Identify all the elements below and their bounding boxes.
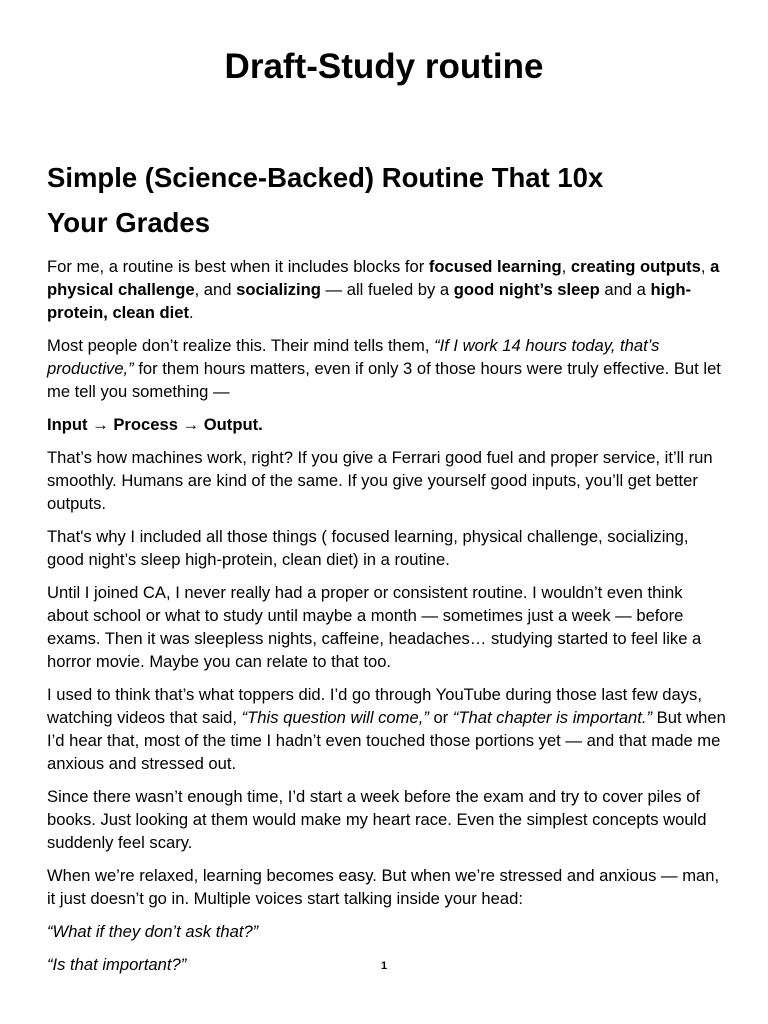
- section-heading-line-1: Simple (Science-Backed) Routine That 10x: [47, 162, 604, 193]
- text-run: — all fueled by a: [320, 280, 454, 299]
- paragraph-machines: That’s how machines work, right? If you give a Ferrari good fuel and proper service, it’ll run smoothly. Humans are kind of the same. If you give yourself good inputs, you’ll get better outputs.: [47, 448, 713, 513]
- paragraph-relaxed: When we’re relaxed, learning becomes easy. But when we’re stressed and anxious — man, it just doesn’t go in. Multiple voices start talking inside your head:: [47, 866, 720, 908]
- text-run: , and: [194, 280, 237, 299]
- text-run: or: [428, 708, 453, 727]
- bold-physical-challenge: a physical challenge: [47, 257, 720, 299]
- text-run: ,: [561, 257, 571, 276]
- text-run: and a: [599, 280, 651, 299]
- paragraph-input-process-output: [47, 413, 727, 436]
- document-body: [47, 255, 727, 986]
- paragraph-quote-what-if: [47, 920, 727, 943]
- paragraph-not-enough-time: Since there wasn’t enough time, I’d start a week before the exam and try to cover piles of books. Just looking at them would make my heart race. Even the simplest concepts would suddenly feel scary.: [47, 787, 707, 852]
- text-run: Most people don’t realize this. Their mind tells them,: [47, 336, 435, 355]
- paragraph-why-included: That's why I included all those things ( focused learning, physical challenge, socializing, good night’s sleep high-protein, clean diet) in a routine.: [47, 527, 689, 569]
- text-run: for them hours matters, even if only 3 of those hours were truly effective. But let me tell you something —: [47, 359, 721, 401]
- text-run: I used to think that’s what toppers did. I’d go through YouTube during those last few days, watching videos that said,: [47, 685, 702, 727]
- text-run: .: [189, 303, 194, 322]
- italic-quote: “What if they don’t ask that?”: [47, 922, 259, 941]
- text-run: ,: [700, 257, 711, 276]
- paragraph-toppers: [47, 683, 727, 775]
- italic-quote: “Is that important?”: [47, 955, 187, 974]
- bold-creating-outputs: creating outputs: [570, 257, 701, 276]
- bold-focused-learning: focused learning: [428, 257, 562, 276]
- text-run: For me, a routine is best when it includes blocks for: [47, 257, 429, 276]
- paragraph-most-people: [47, 334, 727, 403]
- paragraph-routine-blocks: [47, 255, 727, 324]
- text-run: But when I’d hear that, most of the time I hadn’t even touched those portions yet — and that made me anxious and stressed out.: [47, 708, 726, 773]
- page-number: 1: [380, 960, 388, 972]
- section-heading-line-2: Your Grades: [47, 207, 211, 238]
- italic-quote: “That chapter is important.”: [452, 708, 653, 727]
- bold-high-protein-diet: high-protein, clean diet: [47, 280, 692, 322]
- bold-input-process-output: Input → Process → Output.: [47, 415, 263, 434]
- section-heading: [47, 155, 727, 245]
- paragraph-until-ca: Until I joined CA, I never really had a proper or consistent routine. I wouldn’t even think about school or what to study until maybe a month — sometimes just a week — before exams. Then it was sleepless nights, caffeine, headaches… studying started to feel like a horror movie. Maybe you can relate to that too.: [47, 583, 702, 671]
- document-title: Draft-Study routine: [224, 47, 544, 86]
- bold-socializing: socializing: [236, 280, 321, 299]
- italic-quote: “This question will come,”: [241, 708, 429, 727]
- bold-good-nights-sleep: good night’s sleep: [453, 280, 600, 299]
- italic-quote: “If I work 14 hours today, that’s productive,”: [47, 336, 660, 378]
